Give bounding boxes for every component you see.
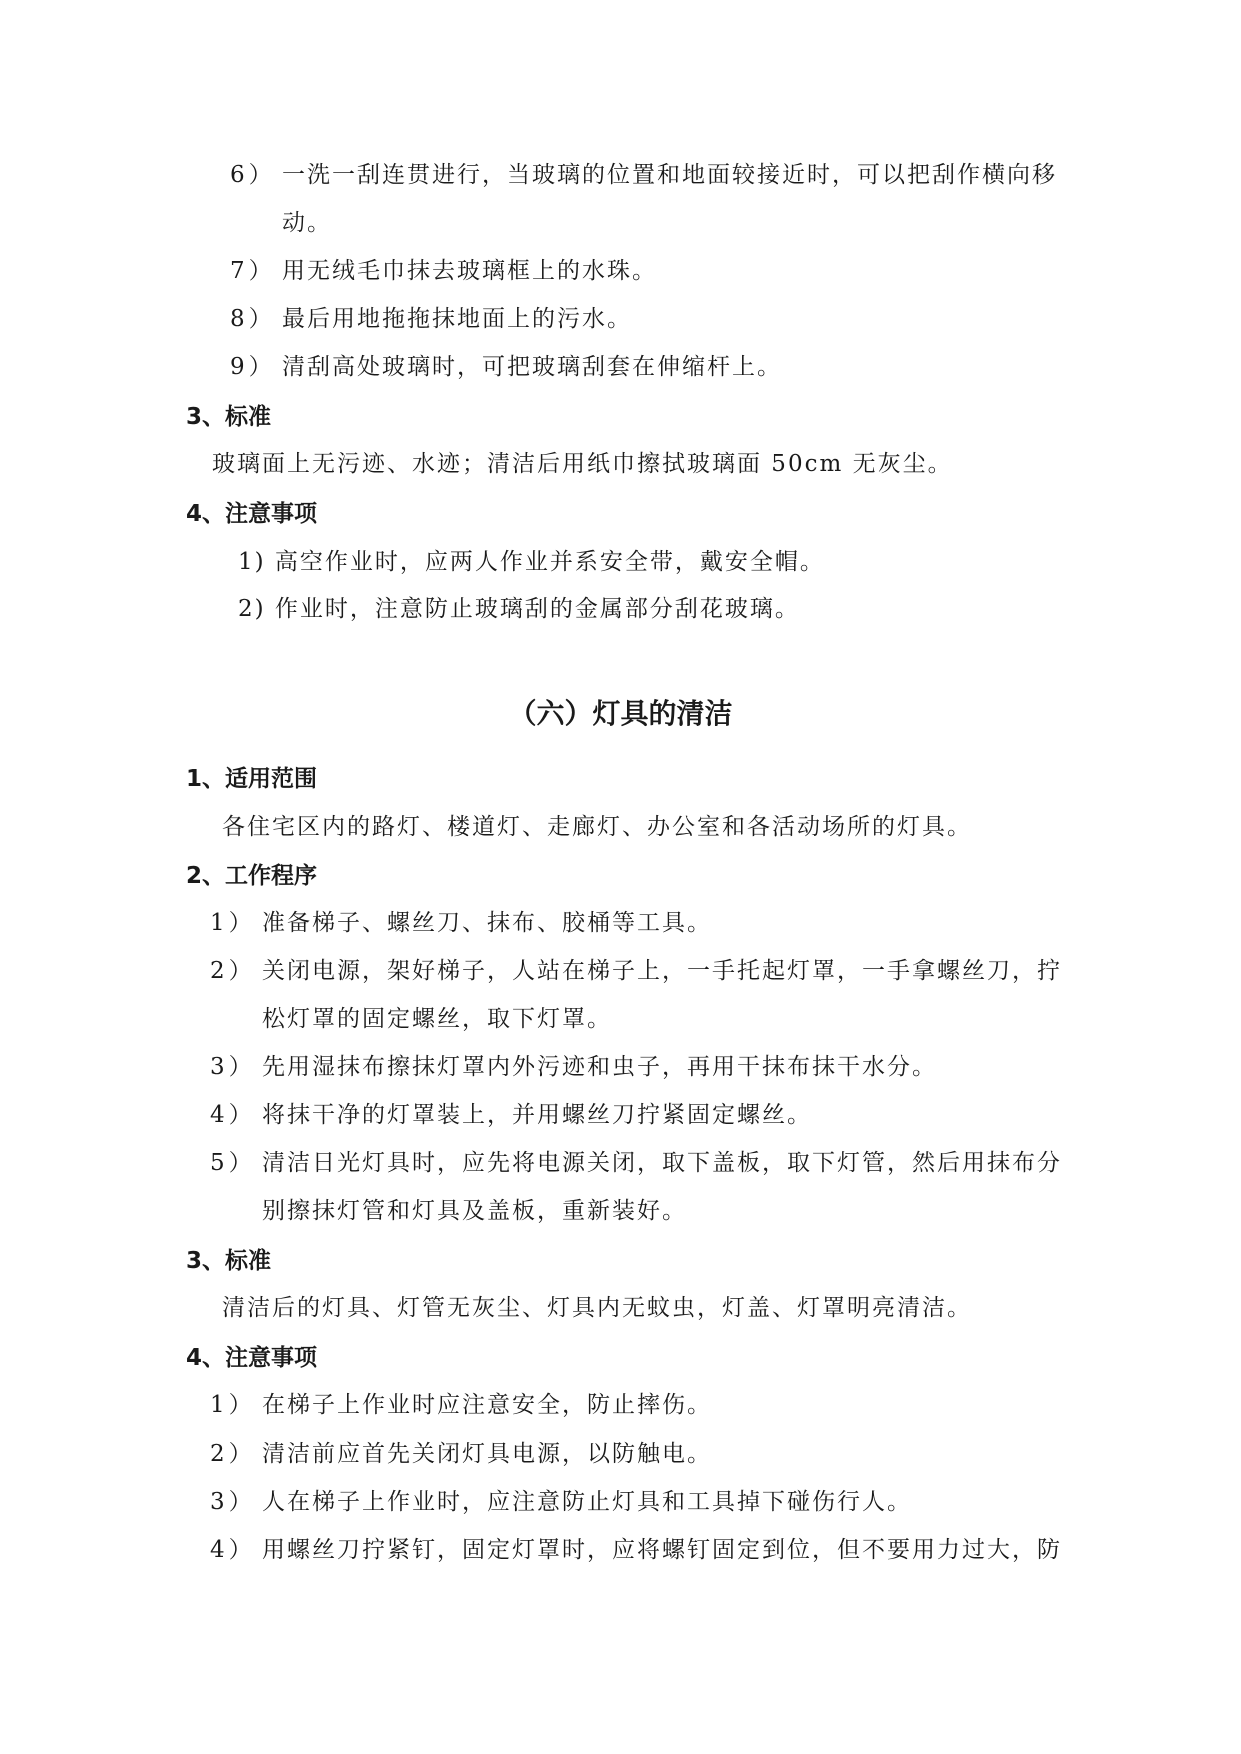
list-text: 清刮高处玻璃时，可把玻璃刮套在伸缩杆上。 [282, 354, 782, 380]
list-item [210, 1437, 712, 1471]
list-text: 准备梯子、螺丝刀、抹布、胶桶等工具。 [262, 910, 712, 936]
list-item [210, 1146, 1062, 1180]
list-number: 3） [210, 1054, 256, 1080]
section-heading: 4、注意事项 [186, 501, 318, 527]
list-item [210, 1533, 1062, 1567]
list-text: 一洗一刮连贯进行，当玻璃的位置和地面较接近时，可以把刮作横向移 [282, 162, 1057, 188]
list-item [230, 254, 657, 288]
list-number: 6） [230, 162, 276, 188]
list-text: 在梯子上作业时应注意安全，防止摔伤。 [262, 1392, 712, 1418]
list-item-continuation: 别擦抹灯管和灯具及盖板，重新装好。 [262, 1198, 687, 1224]
paragraph: 清洁后的灯具、灯管无灰尘、灯具内无蚊虫，灯盖、灯罩明亮清洁。 [222, 1295, 972, 1321]
list-text: 将抹干净的灯罩装上，并用螺丝刀拧紧固定螺丝。 [262, 1102, 812, 1128]
list-item [210, 906, 712, 940]
list-number: 4） [210, 1102, 256, 1128]
section-heading: 1、适用范围 [186, 766, 318, 792]
list-item-continuation: 松灯罩的固定螺丝，取下灯罩。 [262, 1006, 612, 1032]
list-item: 1) 高空作业时，应两人作业并系安全带，戴安全帽。 [238, 549, 825, 575]
list-item [210, 1485, 912, 1519]
list-text: 先用湿抹布擦抹灯罩内外污迹和虫子，再用干抹布抹干水分。 [262, 1054, 937, 1080]
list-item [210, 954, 1062, 988]
list-number: 9） [230, 354, 276, 380]
list-text: 人在梯子上作业时，应注意防止灯具和工具掉下碰伤行人。 [262, 1489, 912, 1515]
section-heading: 3、标准 [186, 1248, 272, 1274]
list-number: 1） [210, 1392, 256, 1418]
list-number: 4） [210, 1537, 256, 1563]
list-text: 清洁日光灯具时，应先将电源关闭，取下盖板，取下灯管，然后用抹布分 [262, 1150, 1062, 1176]
list-number: 7） [230, 258, 276, 284]
list-text: 用螺丝刀拧紧钉，固定灯罩时，应将螺钉固定到位，但不要用力过大，防 [262, 1537, 1062, 1563]
list-item [210, 1050, 937, 1084]
list-item [230, 158, 1057, 192]
list-number: 1） [210, 910, 256, 936]
list-number: 5） [210, 1150, 256, 1176]
list-number: 3） [210, 1489, 256, 1515]
page-title: （六）灯具的清洁 [508, 697, 733, 730]
paragraph: 各住宅区内的路灯、楼道灯、走廊灯、办公室和各活动场所的灯具。 [222, 814, 972, 840]
list-text: 用无绒毛巾抹去玻璃框上的水珠。 [282, 258, 657, 284]
list-item [210, 1388, 712, 1422]
list-number: 2） [210, 1441, 256, 1467]
section-heading: 3、标准 [186, 404, 272, 430]
list-item [230, 350, 782, 384]
list-item-continuation: 动。 [282, 210, 332, 236]
paragraph: 玻璃面上无污迹、水迹；清洁后用纸巾擦拭玻璃面 50cm 无灰尘。 [212, 451, 953, 477]
list-item: 2) 作业时，注意防止玻璃刮的金属部分刮花玻璃。 [238, 596, 800, 622]
list-text: 清洁前应首先关闭灯具电源，以防触电。 [262, 1441, 712, 1467]
list-item [210, 1098, 812, 1132]
list-item [230, 302, 632, 336]
section-heading: 2、工作程序 [186, 863, 318, 889]
list-text: 最后用地拖拖抹地面上的污水。 [282, 306, 632, 332]
section-heading: 4、注意事项 [186, 1345, 318, 1371]
list-number: 8） [230, 306, 276, 332]
list-text: 关闭电源，架好梯子，人站在梯子上，一手托起灯罩，一手拿螺丝刀，拧 [262, 958, 1062, 984]
list-number: 2） [210, 958, 256, 984]
